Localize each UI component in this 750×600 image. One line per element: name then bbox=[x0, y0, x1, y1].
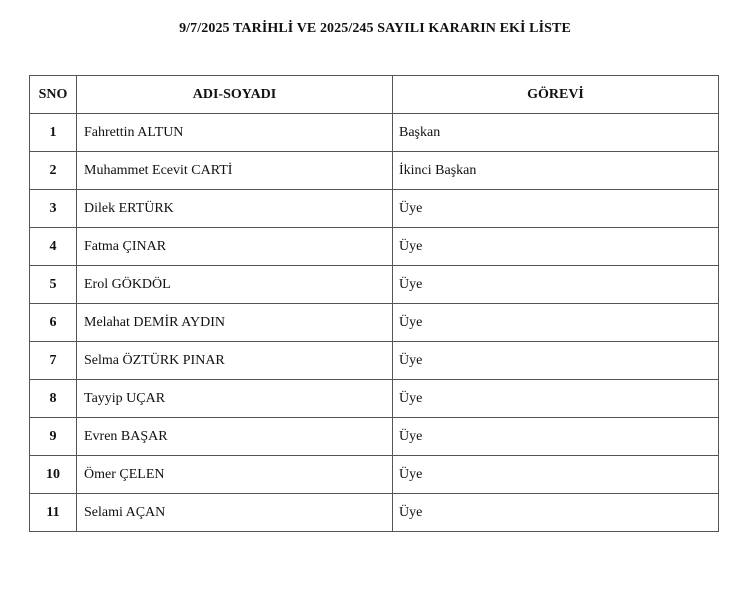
row-role: Üye bbox=[393, 342, 719, 380]
row-sno: 7 bbox=[30, 342, 77, 380]
table-row bbox=[30, 342, 719, 380]
header-role: GÖREVİ bbox=[393, 76, 719, 114]
row-role: Üye bbox=[393, 190, 719, 228]
row-sno: 1 bbox=[30, 114, 77, 152]
row-role: Üye bbox=[393, 266, 719, 304]
header-sno: SNO bbox=[30, 76, 77, 114]
row-sno: 9 bbox=[30, 418, 77, 456]
row-name: Erol GÖKDÖL bbox=[77, 266, 393, 304]
row-name: Fahrettin ALTUN bbox=[77, 114, 393, 152]
table-row bbox=[30, 266, 719, 304]
table-row bbox=[30, 114, 719, 152]
row-name: Tayyip UÇAR bbox=[77, 380, 393, 418]
row-role: Üye bbox=[393, 228, 719, 266]
row-name: Fatma ÇINAR bbox=[77, 228, 393, 266]
row-name: Melahat DEMİR AYDIN bbox=[77, 304, 393, 342]
table-row bbox=[30, 456, 719, 494]
document-title: 9/7/2025 TARİHLİ VE 2025/245 SAYILI KARARIN EKİ LİSTE bbox=[179, 21, 571, 36]
table-row bbox=[30, 190, 719, 228]
header-name: ADI-SOYADI bbox=[77, 76, 393, 114]
row-role: Başkan bbox=[393, 114, 719, 152]
table-row bbox=[30, 304, 719, 342]
row-name: Muhammet Ecevit CARTİ bbox=[77, 152, 393, 190]
row-role: Üye bbox=[393, 494, 719, 532]
row-name: Dilek ERTÜRK bbox=[77, 190, 393, 228]
row-name: Selami AÇAN bbox=[77, 494, 393, 532]
row-role: Üye bbox=[393, 456, 719, 494]
row-sno: 8 bbox=[30, 380, 77, 418]
table-row bbox=[30, 380, 719, 418]
row-name: Evren BAŞAR bbox=[77, 418, 393, 456]
row-sno: 5 bbox=[30, 266, 77, 304]
row-name: Selma ÖZTÜRK PINAR bbox=[77, 342, 393, 380]
row-name: Ömer ÇELEN bbox=[77, 456, 393, 494]
table-header-row bbox=[30, 76, 719, 114]
row-sno: 11 bbox=[30, 494, 77, 532]
row-role: Üye bbox=[393, 418, 719, 456]
table-row bbox=[30, 228, 719, 266]
row-sno: 3 bbox=[30, 190, 77, 228]
member-list-table bbox=[29, 75, 719, 532]
row-sno: 6 bbox=[30, 304, 77, 342]
row-role: İkinci Başkan bbox=[393, 152, 719, 190]
table-row bbox=[30, 494, 719, 532]
table-row bbox=[30, 418, 719, 456]
row-sno: 10 bbox=[30, 456, 77, 494]
row-sno: 2 bbox=[30, 152, 77, 190]
row-role: Üye bbox=[393, 304, 719, 342]
row-role: Üye bbox=[393, 380, 719, 418]
row-sno: 4 bbox=[30, 228, 77, 266]
table-row bbox=[30, 152, 719, 190]
